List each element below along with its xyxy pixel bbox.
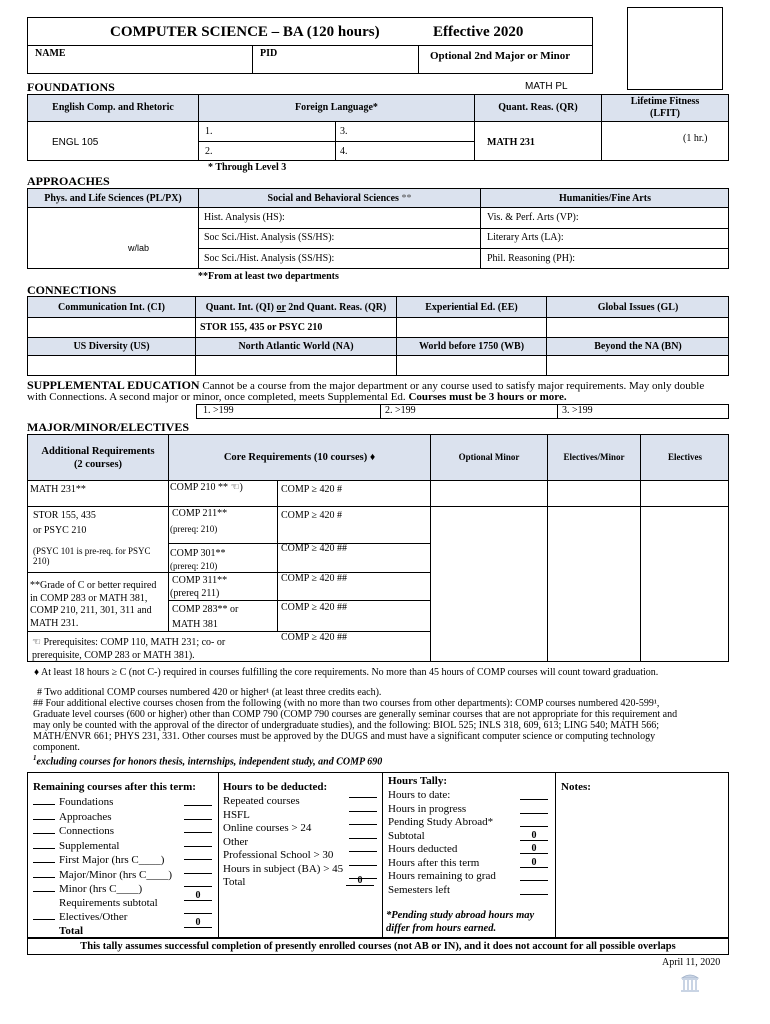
major-heading: MAJOR/MINOR/ELECTIVES	[27, 420, 190, 434]
fl-1[interactable]: 1.	[205, 126, 213, 137]
supp-2[interactable]: 2. >199	[385, 405, 416, 416]
prereq-210: (prereq: 210)	[170, 524, 218, 534]
core-header: Core Requirements (10 courses) ♦	[223, 452, 376, 463]
qr-header: Quant. Reas. (QR)	[498, 102, 578, 113]
note-6: component.	[33, 742, 80, 753]
pointing-hand-icon: ☜	[32, 637, 41, 648]
english-header: English Comp. and Rhetoric	[52, 102, 174, 113]
stor-cell: STOR 155, 435	[33, 510, 96, 521]
supplemental-line-2: with Connections. A second major or minor, once completed, meets Supplemental Ed. Courses must be 3 hours or more.	[27, 391, 567, 403]
math231-cell: MATH 231**	[30, 484, 86, 495]
vp-label[interactable]: Vis. & Perf. Arts (VP):	[487, 212, 579, 223]
footer-text: This tally assumes successful completion of presently enrolled courses (not AB or IN), and it does not account for all possible overlaps	[80, 941, 676, 952]
remaining-item[interactable]: Approaches	[33, 810, 172, 825]
note-2: ## Four additional elective courses chosen from the following (with no more than two courses from other departments): COMP courses numbered 420-599¹,	[33, 698, 660, 709]
remaining-item[interactable]: First Major (hrs C____)	[33, 853, 172, 868]
remaining-list	[33, 795, 172, 938]
c420-1: COMP ≥ 420 #	[281, 484, 342, 495]
notes-label: Notes:	[561, 781, 591, 793]
wlab-label: w/lab	[128, 243, 150, 253]
optional-major-label: Optional 2nd Major or Minor	[430, 50, 571, 62]
bn-header: Beyond the NA (BN)	[594, 341, 682, 352]
supplemental-line-1: SUPPLEMENTAL EDUCATION Cannot be a course from the major department or any course used to satisfy major requirements. May only double	[27, 378, 705, 392]
comp210-cell: COMP 210 ** ☜)	[170, 482, 243, 493]
subtotal-value: 0	[520, 830, 548, 841]
note-1: # Two additional COMP courses numbered 420 or higher¹ (at least three credits each).	[37, 687, 382, 698]
la-label[interactable]: Literary Arts (LA):	[487, 232, 564, 243]
us-header: US Diversity (US)	[73, 341, 150, 352]
ss-header: Social and Behavioral Sciences **	[267, 193, 412, 204]
name-field[interactable]	[80, 46, 250, 72]
fl-4[interactable]: 4.	[340, 146, 348, 157]
c420-6: COMP ≥ 420 ##	[281, 632, 347, 643]
remaining-item[interactable]: Minor (hrs C____)	[33, 882, 172, 897]
psyc-cell: or PSYC 210	[33, 525, 87, 536]
deducted-list: Repeated courses HSFL Online courses > 24 Other Professional School > 30 Hours in subject (BA) > 45 Total	[223, 795, 344, 888]
hs-label[interactable]: Hist. Analysis (HS):	[204, 212, 285, 223]
c420-4: COMP ≥ 420 ##	[281, 573, 347, 584]
ss-label-1[interactable]: Soc Sci./Hist. Analysis (SS/HS):	[204, 232, 335, 243]
remaining-item: Requirements subtotal	[59, 896, 158, 909]
note-4: may only be counted with the approval of the director of undergraduate studies), and the following: BIOL 525; INLS 318, 609, 613; LING 540; MATH 566;	[33, 720, 659, 731]
math-pl-label: MATH PL	[525, 81, 568, 92]
tally-list: Hours to date: Hours in progress Pending Study Abroad* Subtotal Hours deducted Hours after this term Hours remaining to grad Semesters left	[388, 789, 496, 896]
foreign-header: Foreign Language*	[295, 102, 378, 113]
ci-header: Communication Int. (CI)	[58, 302, 165, 313]
deducted-total-value: 0	[346, 875, 374, 886]
psyc-note: (PSYC 101 is pre-req. for PSYC 210)	[33, 546, 151, 566]
tally-title: Hours Tally:	[388, 775, 447, 787]
ss-label-2[interactable]: Soc Sci./Hist. Analysis (SS/HS):	[204, 253, 335, 264]
supp-3[interactable]: 3. >199	[562, 405, 593, 416]
comp283-cell: COMP 283** or	[172, 604, 239, 615]
supplemental-row	[196, 404, 729, 419]
wb-header: World before 1750 (WB)	[418, 341, 525, 352]
total-value: 0	[184, 917, 212, 928]
c420-3: COMP ≥ 420 ##	[281, 543, 347, 554]
c420-2: COMP ≥ 420 #	[281, 510, 342, 521]
old-well-logo-icon	[679, 971, 701, 993]
remaining-title: Remaining courses after this term:	[33, 781, 196, 793]
photo-box	[627, 7, 723, 90]
comp301-cell: COMP 301**	[170, 548, 226, 559]
note-5: MATH/ENVR 661; PHYS 231, 331. Other courses must be approved by the DUGS and must have a significant computer science or computing technology	[33, 731, 656, 742]
pl-header: Phys. and Life Sciences (PL/PX)	[44, 193, 182, 204]
approaches-heading: APPROACHES	[27, 174, 110, 188]
connections-heading: CONNECTIONS	[27, 283, 117, 297]
remaining-item[interactable]: Connections	[33, 824, 172, 839]
prereq-note: ☜ Prerequisites: COMP 110, MATH 231; co- or prerequisite, COMP 283 or MATH 381).	[32, 637, 226, 661]
pointing-hand-icon: ☜)	[230, 482, 243, 493]
supp-1[interactable]: 1. >199	[203, 405, 234, 416]
pid-label: PID	[260, 48, 278, 59]
fl-3[interactable]: 3.	[340, 126, 348, 137]
comp211-cell: COMP 211**	[172, 508, 228, 519]
math-course: MATH 231	[487, 137, 535, 148]
remaining-item[interactable]: Major/Minor (hrs C____)	[33, 868, 172, 883]
page-title: COMPUTER SCIENCE – BA (120 hours)	[110, 24, 380, 40]
foundations-note: * Through Level 3	[208, 162, 287, 173]
c420-5: COMP ≥ 420 ##	[281, 602, 347, 613]
footer-date: April 11, 2020	[662, 957, 721, 968]
math381-cell: MATH 381	[172, 619, 218, 630]
effective-date: Effective 2020	[433, 24, 524, 40]
electives-header: Electives	[668, 452, 702, 462]
lfit-header: Lifetime Fitness (LFIT)	[630, 96, 700, 119]
pid-field[interactable]	[285, 46, 415, 72]
elec-minor-header: Electives/Minor	[563, 452, 625, 462]
lfit-hours: (1 hr.)	[683, 133, 708, 144]
remaining-item[interactable]: Supplemental	[33, 839, 172, 854]
ee-header: Experiential Ed. (EE)	[425, 302, 518, 313]
hours-after-value: 0	[520, 857, 548, 868]
foundations-heading: FOUNDATIONS	[27, 80, 115, 94]
prereq-210b: (prereq: 210)	[170, 561, 218, 571]
diamond-note: ♦ At least 18 hours ≥ C (not C-) required in courses fulfilling the core requirements. No more than 45 hours of COMP courses will count toward graduation.	[34, 667, 659, 678]
name-label: NAME	[35, 48, 66, 59]
remaining-total: Total	[59, 924, 84, 937]
opt-minor-header: Optional Minor	[458, 452, 520, 462]
engl-course: ENGL 105	[52, 137, 99, 148]
grade-note: **Grade of C or better required in COMP 283 or MATH 381, COMP 210, 211, 301, 311 and MATH 231.	[30, 580, 157, 629]
hours-deducted-value: 0	[520, 843, 548, 854]
gl-header: Global Issues (GL)	[597, 302, 679, 313]
remaining-item[interactable]: Electives/Other	[33, 910, 172, 925]
prereq-211: (prereq 211)	[170, 588, 220, 599]
note-3: Graduate level courses (600 or higher) other than COMP 790 (COMP 790 courses are generally seminar courses that are not appropriate for this requirement and	[33, 709, 678, 720]
deducted-title: Hours to be deducted:	[223, 781, 328, 793]
approaches-note: **From at least two departments	[198, 271, 339, 282]
note-7: $^1$excluding courses for honors thesis, internships, independent study, and COMP 690	[33, 754, 383, 768]
pending-note: *Pending study abroad hours may differ from hours earned.	[386, 910, 535, 934]
na-header: North Atlantic World (NA)	[238, 341, 354, 352]
ph-label[interactable]: Phil. Reasoning (PH):	[487, 253, 576, 264]
add-req-header: Additional Requirements (2 courses)	[41, 446, 155, 470]
notes-area[interactable]	[558, 796, 726, 934]
comp311-cell: COMP 311**	[172, 575, 228, 586]
stor-course: STOR 155, 435 or PSYC 210	[200, 322, 323, 333]
hum-header: Humanities/Fine Arts	[559, 193, 651, 204]
remaining-item[interactable]: Foundations	[33, 795, 172, 810]
fl-2[interactable]: 2.	[205, 146, 213, 157]
qi-header: Quant. Int. (QI) or 2nd Quant. Reas. (QR)	[205, 302, 387, 313]
req-subtotal-value: 0	[184, 890, 212, 901]
